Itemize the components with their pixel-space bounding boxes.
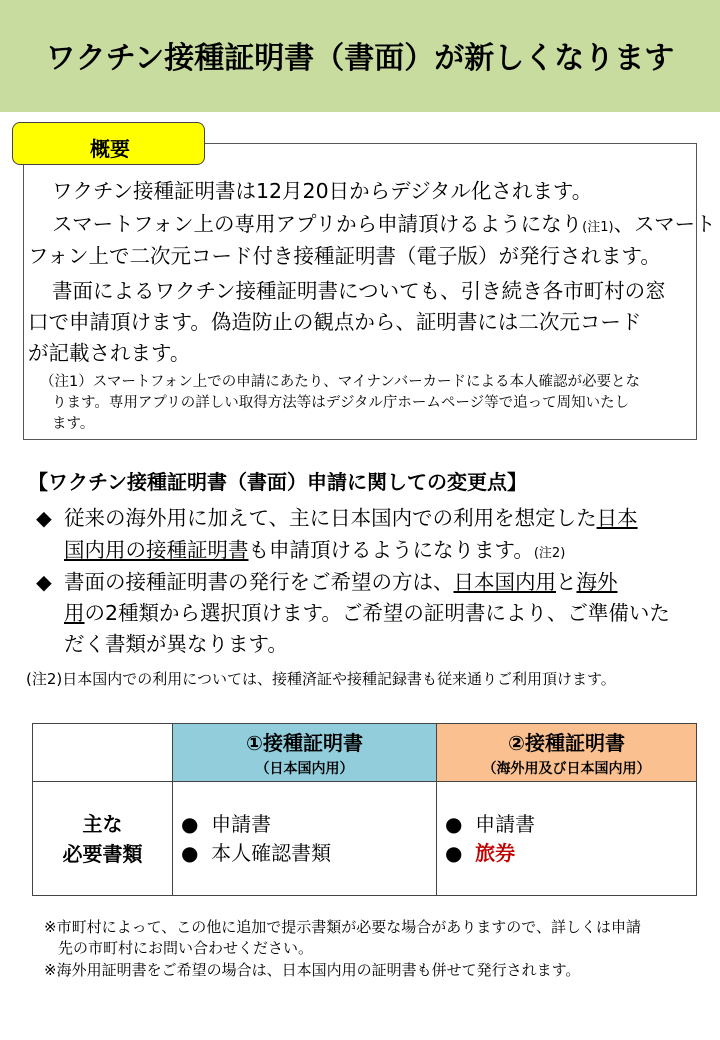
footnote-1-line-1: ※市町村によって、この他に追加で提示書類が必要な場合がありますので、詳しくは申請	[44, 918, 641, 936]
note-1-line-1: （注1）スマートフォン上での申請にあたり、マイナンバーカードによる本人確認が必要とな	[40, 374, 640, 390]
summary-paragraph-2-line-2: フォン上で二次元コード付き接種証明書（電子版）が発行されます。	[28, 244, 661, 268]
item-identity-document: 本人確認書類	[211, 840, 332, 865]
dot-bullet-icon: ●	[445, 811, 463, 836]
footnote-1-line-2: 先の市町村にお問い合わせください。	[58, 939, 314, 957]
domestic-required-items	[173, 782, 437, 896]
footnote-2: ※海外用証明書をご希望の場合は、日本国内用の証明書も併せて発行されます。	[44, 961, 581, 979]
summary-paragraph-1: ワクチン接種証明書は12月20日からデジタル化されます。	[52, 179, 593, 203]
b2-text-c: だく書類が異なります。	[64, 632, 288, 656]
col2-title: ②接種証明書	[508, 731, 625, 755]
list-item	[181, 810, 436, 839]
dot-bullet-icon: ●	[181, 811, 199, 836]
p2-text-b: 、スマート	[613, 212, 716, 236]
title-banner	[0, 0, 720, 112]
summary-paragraph-3-line-1: 書面によるワクチン接種証明書についても、引き続き各市町村の窓	[52, 279, 666, 303]
list-item	[445, 810, 696, 839]
item-passport: 旅券	[475, 840, 516, 865]
list-item	[181, 839, 436, 868]
p2-text-a: スマートフォン上の専用アプリから申請頂けるようになり	[52, 212, 583, 236]
note-1-ref: (注1)	[582, 220, 614, 235]
col2-subtitle: （海外用及び日本国内用）	[482, 761, 651, 777]
table-row	[33, 782, 697, 896]
table-header-row	[33, 724, 697, 782]
diamond-bullet-icon: ◆	[36, 570, 52, 594]
item-application-form: 申請書	[475, 811, 536, 836]
row-head-line-1: 主な	[82, 811, 123, 836]
item-application-form: 申請書	[211, 811, 272, 836]
b1-underlined-b: 国内用の接種証明書	[64, 538, 249, 562]
page-title: ワクチン接種証明書（書面）が新しくなります	[45, 41, 675, 76]
note-2: (注2)日本国内での利用については、接種済証や接種記録書も従来通りご利用頂けます。	[26, 670, 616, 688]
note-1	[40, 372, 690, 435]
b1-text-b: も申請頂けるようになります。	[248, 538, 534, 562]
note-1-line-2: ります。専用アプリの詳しい取得方法等はデジタル庁ホームページ等で追って周知いたし	[52, 395, 630, 411]
required-documents-table	[32, 723, 697, 896]
note-2-ref: (注2)	[533, 546, 566, 561]
note-1-line-3: ます。	[52, 416, 95, 432]
summary-paragraph-3-line-2: 口で申請頂けます。偽造防止の観点から、証明書には二次元コード	[28, 310, 642, 334]
header-domestic-certificate	[173, 724, 437, 782]
table-corner-cell	[33, 724, 173, 782]
summary-paragraph-3-line-3: が記載されます。	[28, 341, 191, 365]
diamond-bullet-icon: ◆	[36, 506, 52, 530]
b1-text-a: 従来の海外用に加えて、主に日本国内での利用を想定した	[64, 506, 597, 530]
b2-underlined-overseas-a: 海外	[576, 570, 618, 594]
b2-text-b: の2種類から選択頂けます。ご希望の証明書により、ご準備いた	[84, 601, 670, 625]
overseas-required-items	[437, 782, 697, 896]
changes-section-title: 【ワクチン接種証明書（書面）申請に関しての変更点】	[28, 470, 527, 494]
b2-underlined-overseas-b: 用	[64, 601, 85, 625]
summary-tab-label: 概要	[12, 122, 205, 165]
b2-underlined-domestic: 日本国内用	[453, 570, 556, 594]
row-head-required-documents	[33, 782, 173, 896]
col1-title: ①接種証明書	[246, 731, 363, 755]
summary-paragraph-2-line-1	[52, 208, 716, 244]
col1-subtitle: （日本国内用）	[255, 761, 354, 777]
header-overseas-certificate	[437, 724, 697, 782]
dot-bullet-icon: ●	[445, 840, 463, 865]
list-item	[445, 839, 696, 868]
dot-bullet-icon: ●	[181, 840, 199, 865]
b2-text-a: 書面の接種証明書の発行をご希望の方は、	[64, 570, 454, 594]
b2-text-and: と	[556, 570, 577, 594]
b1-underlined-a: 日本	[596, 506, 638, 530]
row-head-line-2: 必要書類	[62, 841, 143, 866]
